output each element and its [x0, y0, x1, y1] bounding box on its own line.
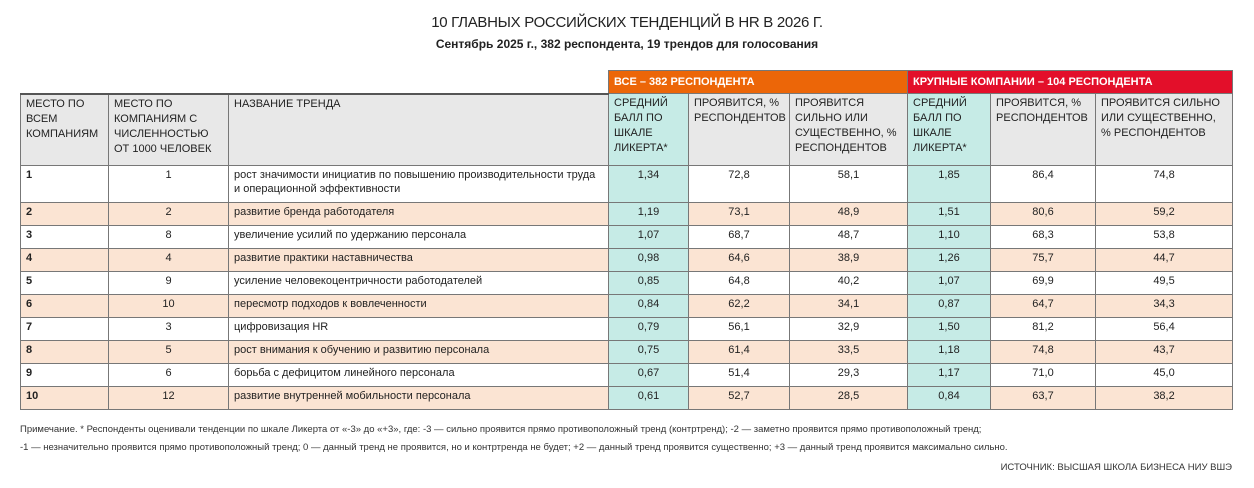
rank-large-cell: 3 — [109, 317, 229, 340]
group-spacer — [21, 71, 609, 94]
table-row — [21, 165, 1233, 202]
pct-all-cell: 73,1 — [689, 202, 790, 225]
pct-strong-large-cell: 44,7 — [1096, 248, 1233, 271]
likert-all-cell: 0,79 — [609, 317, 689, 340]
rank-large-cell: 4 — [109, 248, 229, 271]
rank-all-cell: 6 — [21, 294, 109, 317]
page-subtitle: Сентябрь 2025 г., 382 респондента, 19 трендов для голосования — [435, 37, 819, 51]
source-note: ИСТОЧНИК: ВЫСШАЯ ШКОЛА БИЗНЕСА НИУ ВШЭ — [1000, 462, 1232, 473]
pct-large-cell: 74,8 — [991, 340, 1096, 363]
trend-name-cell: развитие бренда работодателя — [229, 202, 609, 225]
trend-name-cell: цифровизация HR — [229, 317, 609, 340]
pct-strong-large-cell: 38,2 — [1096, 386, 1233, 409]
likert-large-cell: 0,87 — [908, 294, 991, 317]
rank-all-cell: 2 — [21, 202, 109, 225]
rank-all-cell: 8 — [21, 340, 109, 363]
column-header: СРЕДНИЙ БАЛЛ ПО ШКАЛЕ ЛИКЕРТА* — [609, 94, 689, 166]
rank-all-cell: 10 — [21, 386, 109, 409]
table-row — [21, 225, 1233, 248]
pct-all-cell: 64,8 — [689, 271, 790, 294]
pct-large-cell: 69,9 — [991, 271, 1096, 294]
likert-large-cell: 1,26 — [908, 248, 991, 271]
column-header: МЕСТО ПО ВСЕМ КОМПАНИЯМ — [21, 94, 109, 166]
pct-strong-large-cell: 49,5 — [1096, 271, 1233, 294]
column-header: ПРОЯВИТСЯ СИЛЬНО ИЛИ СУЩЕСТВЕННО, % РЕСПОНДЕНТОВ — [790, 94, 908, 166]
likert-all-cell: 1,34 — [609, 165, 689, 202]
trends-table — [20, 70, 1233, 410]
pct-strong-all-cell: 48,9 — [790, 202, 908, 225]
likert-large-cell: 1,85 — [908, 165, 991, 202]
pct-large-cell: 64,7 — [991, 294, 1096, 317]
likert-large-cell: 1,17 — [908, 363, 991, 386]
column-header: ПРОЯВИТСЯ, % РЕСПОНДЕНТОВ — [689, 94, 790, 166]
pct-large-cell: 81,2 — [991, 317, 1096, 340]
pct-strong-all-cell: 29,3 — [790, 363, 908, 386]
table-row — [21, 294, 1233, 317]
page-title: 10 ГЛАВНЫХ РОССИЙСКИХ ТЕНДЕНЦИЙ В HR В 2026 Г. — [431, 14, 823, 31]
pct-all-cell: 52,7 — [689, 386, 790, 409]
pct-strong-large-cell: 59,2 — [1096, 202, 1233, 225]
pct-large-cell: 71,0 — [991, 363, 1096, 386]
rank-large-cell: 9 — [109, 271, 229, 294]
pct-all-cell: 56,1 — [689, 317, 790, 340]
rank-large-cell: 5 — [109, 340, 229, 363]
pct-all-cell: 51,4 — [689, 363, 790, 386]
likert-all-cell: 0,98 — [609, 248, 689, 271]
pct-strong-all-cell: 33,5 — [790, 340, 908, 363]
likert-all-cell: 1,19 — [609, 202, 689, 225]
likert-all-cell: 0,85 — [609, 271, 689, 294]
pct-strong-large-cell: 45,0 — [1096, 363, 1233, 386]
pct-strong-all-cell: 38,9 — [790, 248, 908, 271]
group-header-all: ВСЕ – 382 РЕСПОНДЕНТА — [609, 71, 908, 94]
pct-strong-large-cell: 74,8 — [1096, 165, 1233, 202]
pct-all-cell: 68,7 — [689, 225, 790, 248]
table-row — [21, 386, 1233, 409]
column-header: СРЕДНИЙ БАЛЛ ПО ШКАЛЕ ЛИКЕРТА* — [908, 94, 991, 166]
rank-large-cell: 2 — [109, 202, 229, 225]
likert-all-cell: 0,84 — [609, 294, 689, 317]
likert-large-cell: 0,84 — [908, 386, 991, 409]
rank-all-cell: 1 — [21, 165, 109, 202]
trend-name-cell: усиление человекоцентричности работодателей — [229, 271, 609, 294]
rank-large-cell: 10 — [109, 294, 229, 317]
pct-all-cell: 62,2 — [689, 294, 790, 317]
rank-all-cell: 3 — [21, 225, 109, 248]
column-header: НАЗВАНИЕ ТРЕНДА — [229, 94, 609, 166]
likert-all-cell: 0,67 — [609, 363, 689, 386]
table-row — [21, 363, 1233, 386]
pct-large-cell: 68,3 — [991, 225, 1096, 248]
pct-all-cell: 64,6 — [689, 248, 790, 271]
trend-name-cell: увеличение усилий по удержанию персонала — [229, 225, 609, 248]
table-row — [21, 248, 1233, 271]
rank-all-cell: 4 — [21, 248, 109, 271]
pct-strong-all-cell: 34,1 — [790, 294, 908, 317]
pct-strong-all-cell: 28,5 — [790, 386, 908, 409]
trend-name-cell: борьба с дефицитом линейного персонала — [229, 363, 609, 386]
rank-all-cell: 9 — [21, 363, 109, 386]
likert-all-cell: 0,75 — [609, 340, 689, 363]
trend-name-cell: рост значимости инициатив по повышению производительности труда и операционной эффективности — [229, 165, 609, 202]
column-header: ПРОЯВИТСЯ, % РЕСПОНДЕНТОВ — [991, 94, 1096, 166]
rank-large-cell: 8 — [109, 225, 229, 248]
trend-name-cell: рост внимания к обучению и развитию персонала — [229, 340, 609, 363]
pct-all-cell: 61,4 — [689, 340, 790, 363]
likert-all-cell: 0,61 — [609, 386, 689, 409]
table-row — [21, 340, 1233, 363]
rank-all-cell: 5 — [21, 271, 109, 294]
likert-large-cell: 1,51 — [908, 202, 991, 225]
rank-large-cell: 12 — [109, 386, 229, 409]
pct-strong-all-cell: 58,1 — [790, 165, 908, 202]
rank-large-cell: 6 — [109, 363, 229, 386]
rank-large-cell: 1 — [109, 165, 229, 202]
trend-name-cell: развитие практики наставничества — [229, 248, 609, 271]
likert-large-cell: 1,10 — [908, 225, 991, 248]
pct-strong-large-cell: 34,3 — [1096, 294, 1233, 317]
pct-strong-all-cell: 32,9 — [790, 317, 908, 340]
pct-all-cell: 72,8 — [689, 165, 790, 202]
pct-strong-large-cell: 53,8 — [1096, 225, 1233, 248]
pct-strong-large-cell: 56,4 — [1096, 317, 1233, 340]
pct-strong-large-cell: 43,7 — [1096, 340, 1233, 363]
pct-large-cell: 80,6 — [991, 202, 1096, 225]
column-header: МЕСТО ПО КОМПАНИЯМ С ЧИСЛЕННОСТЬЮ ОТ 1000 ЧЕЛОВЕК — [109, 94, 229, 166]
rank-all-cell: 7 — [21, 317, 109, 340]
column-header: ПРОЯВИТСЯ СИЛЬНО ИЛИ СУЩЕСТВЕННО, % РЕСПОНДЕНТОВ — [1096, 94, 1233, 166]
likert-all-cell: 1,07 — [609, 225, 689, 248]
pct-large-cell: 75,7 — [991, 248, 1096, 271]
table-row — [21, 271, 1233, 294]
table-row — [21, 317, 1233, 340]
group-header-large: КРУПНЫЕ КОМПАНИИ – 104 РЕСПОНДЕНТА — [908, 71, 1233, 94]
likert-large-cell: 1,18 — [908, 340, 991, 363]
pct-strong-all-cell: 48,7 — [790, 225, 908, 248]
footnote-line-1: Примечание. * Респонденты оценивали тенденции по шкале Ликерта от «-3» до «+3», где: -3 — сильно проявится прямо противоположный тренд (контртренд); -2 — заметно проявится прямо противоположный тренд; — [20, 424, 982, 435]
footnote-line-2: -1 — незначительно проявится прямо противоположный тренд; 0 — данный тренд не проявится, но и контртренда не будет; +2 — данный тренд проявится существенно; +3 — данный тренд проявится максимально сильно. — [20, 442, 1008, 453]
pct-large-cell: 63,7 — [991, 386, 1096, 409]
pct-strong-all-cell: 40,2 — [790, 271, 908, 294]
likert-large-cell: 1,50 — [908, 317, 991, 340]
pct-large-cell: 86,4 — [991, 165, 1096, 202]
trend-name-cell: развитие внутренней мобильности персонала — [229, 386, 609, 409]
table-row — [21, 202, 1233, 225]
likert-large-cell: 1,07 — [908, 271, 991, 294]
trend-name-cell: пересмотр подходов к вовлеченности — [229, 294, 609, 317]
